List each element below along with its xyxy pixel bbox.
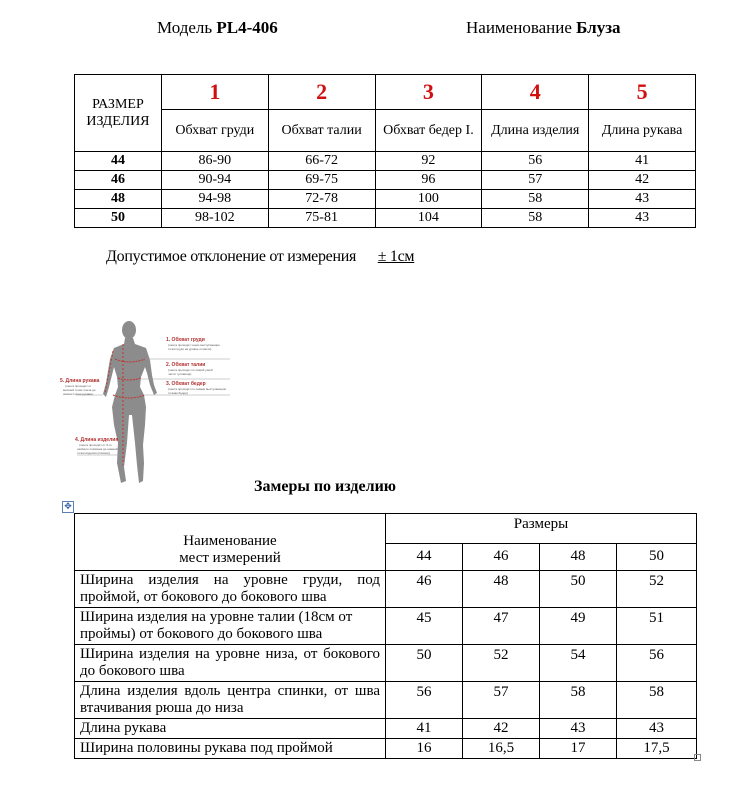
measurements-title: Замеры по изделию bbox=[254, 478, 397, 495]
tolerance-text: Допустимое отклонение от измерения bbox=[106, 248, 357, 265]
table-row: Длина изделия вдоль центра спинки, от шва втачивания рюша до низа 56 57 58 58 bbox=[75, 682, 697, 719]
table-row: Ширина изделия на уровне низа, от бокового до бокового шва 50 52 54 56 bbox=[75, 645, 697, 682]
table-row: 48 94-98 72-78 100 58 43 bbox=[75, 190, 696, 209]
table-row: Ширина изделия на уровне талии (18см от проймы) от бокового до бокового шва 45 47 49 51 bbox=[75, 608, 697, 645]
garment-measurements-table bbox=[74, 513, 697, 759]
figure-note: (лента проходит через выступающие bbox=[168, 343, 220, 347]
table-row: 50 98-102 75-81 104 58 43 bbox=[75, 209, 696, 228]
body-measurement-figure bbox=[55, 315, 245, 487]
column-label: Длина изделия bbox=[482, 110, 589, 152]
size-chart-table bbox=[74, 74, 696, 228]
product-name-line bbox=[466, 18, 621, 38]
column-number: 5 bbox=[589, 75, 696, 110]
place-header: Наименование мест измерений bbox=[75, 514, 386, 571]
silhouette-illustration bbox=[103, 321, 157, 483]
column-label: Длина рукава bbox=[589, 110, 696, 152]
model-label: Модель bbox=[157, 18, 213, 37]
figure-note: точки груди на уровне лопаток) bbox=[168, 347, 212, 351]
size-column-header: 46 bbox=[463, 543, 540, 570]
table-move-handle-icon[interactable]: ✥ bbox=[62, 501, 74, 513]
table-row: 44 86-90 66-72 92 56 41 bbox=[75, 152, 696, 171]
figure-label-5-title: 5. Длина рукава bbox=[60, 378, 100, 384]
table-row: 46 90-94 69-75 96 57 42 bbox=[75, 171, 696, 190]
measure-label: Длина рукава bbox=[75, 719, 386, 739]
column-label: Обхват талии bbox=[268, 110, 375, 152]
measure-label: Ширина изделия на уровне низа, от бокового до бокового шва bbox=[75, 645, 386, 682]
size-column-header: 50 bbox=[617, 543, 697, 570]
figure-note: нижнего края рукава) bbox=[63, 392, 93, 396]
table-row: Ширина половины рукава под проймой 16 16,5 17 17,5 bbox=[75, 739, 697, 759]
product-name-value: Блуза bbox=[576, 18, 621, 37]
figure-label-3-title: 3. Обхват бедер bbox=[166, 381, 206, 387]
model-line bbox=[157, 18, 278, 38]
measure-label: Ширина половины рукава под проймой bbox=[75, 739, 386, 759]
figure-note: высшей точки плеча до bbox=[63, 388, 96, 392]
tolerance-value: ± 1см bbox=[377, 248, 415, 265]
model-value: PL4-406 bbox=[216, 18, 278, 37]
figure-note: (лента проходит по самой узкой bbox=[168, 368, 213, 372]
figure-label-4-title: 4. Длина изделия bbox=[75, 437, 119, 443]
figure-note: (лента проходит от 6-го bbox=[79, 443, 112, 447]
table-resize-handle[interactable] bbox=[694, 754, 701, 761]
figure-note: шейного позвонка до нижней bbox=[77, 447, 118, 451]
figure-note: (лента проходит по самым выступающим bbox=[168, 387, 226, 391]
tolerance-line bbox=[106, 248, 414, 266]
figure-note: точкам бедер) bbox=[168, 391, 188, 395]
column-number: 4 bbox=[482, 75, 589, 110]
column-number: 3 bbox=[375, 75, 482, 110]
size-column-header: 44 bbox=[386, 543, 463, 570]
figure-note: части туловища) bbox=[168, 372, 192, 376]
product-name-label: Наименование bbox=[466, 18, 572, 37]
table-row: Ширина изделия на уровне груди, под проймой, от бокового до бокового шва 46 48 50 52 bbox=[75, 571, 697, 608]
figure-note: точки изделия (спинки)) bbox=[77, 451, 110, 455]
figure-label-2-title: 2. Обхват талии bbox=[166, 362, 206, 368]
measure-label: Ширина изделия на уровне талии (18см от проймы) от бокового до бокового шва bbox=[75, 608, 386, 645]
column-label: Обхват бедер I. bbox=[375, 110, 482, 152]
measure-label: Ширина изделия на уровне груди, под проймой, от бокового до бокового шва bbox=[75, 571, 386, 608]
column-number: 1 bbox=[161, 75, 268, 110]
column-label: Обхват груди bbox=[161, 110, 268, 152]
figure-label-1-title: 1. Обхват груди bbox=[166, 337, 205, 343]
measure-label: Длина изделия вдоль центра спинки, от шва втачивания рюша до низа bbox=[75, 682, 386, 719]
figure-note: (лента проходит от bbox=[65, 384, 92, 388]
sizes-header: Размеры bbox=[386, 514, 697, 544]
column-number: 2 bbox=[268, 75, 375, 110]
size-header: РАЗМЕР ИЗДЕЛИЯ bbox=[75, 75, 162, 152]
size-column-header: 48 bbox=[540, 543, 617, 570]
table-row: Длина рукава 41 42 43 43 bbox=[75, 719, 697, 739]
